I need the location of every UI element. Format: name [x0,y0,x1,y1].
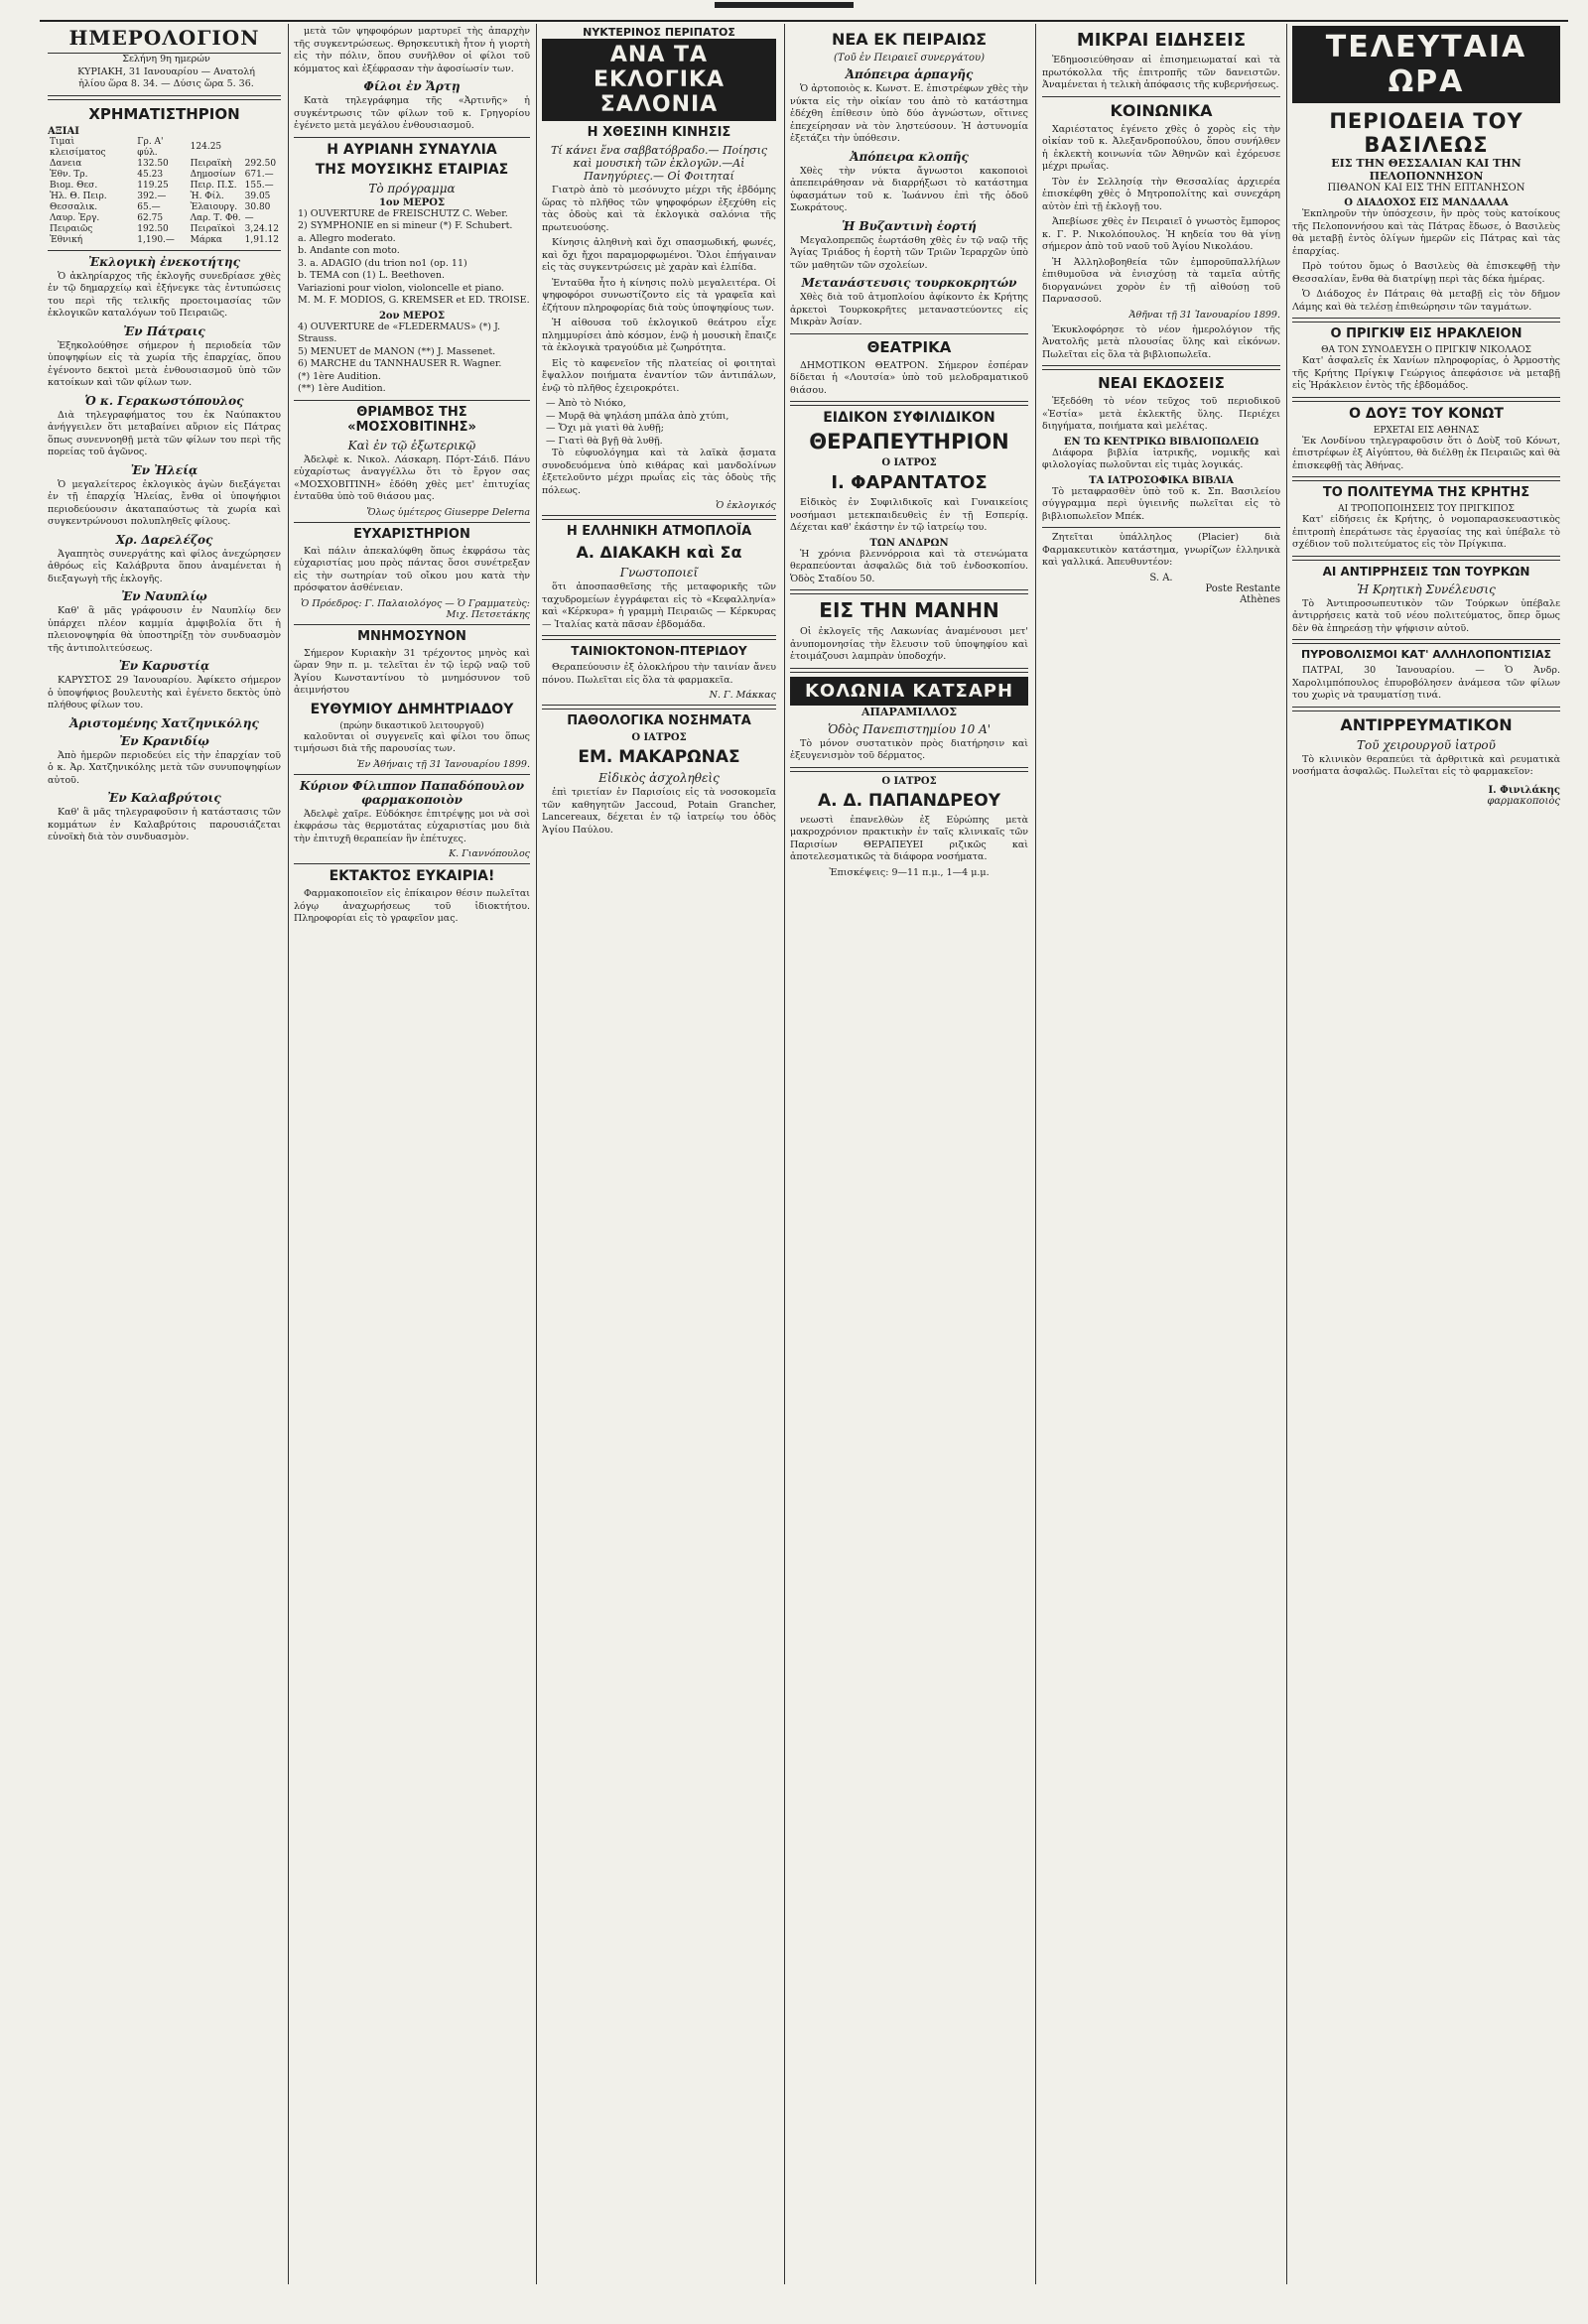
king-tour-subheading: ΕΙΣ ΤΗΝ ΘΕΣΣΑΛΙΑΝ ΚΑΙ ΤΗΝ ΠΕΛΟΠΟΝΝΗΣΟΝ [1331,157,1522,183]
column-2 [294,26,530,2284]
article-text: μετὰ τῶν ψηφοφόρων μαρτυρεῖ τὴς ἀπαρχὴν τῆς συγκεντρώσεως. Θρησκευτικὴ ἦτον ἡ γιορτὴ εἰς τὴν πόλιν, ὅπου συνῆλθον οἱ φίλοι τοῦ κόμματος καὶ ἐξέφρασαν τὴν ἀφοσίωσίν των. [294,26,530,74]
market-cell: 124.25 [190,142,222,152]
section-heading: Ο ΠΡΙΓΚΙΨ ΕΙΣ ΗΡΑΚΛΕΙΟΝ [1330,326,1522,341]
king-tour-heading: ΠΕΡΙΟΔΕΙΑ ΤΟΥ ΒΑΣΙΛΕΩΣ [1329,109,1523,157]
section-heading: Ἀπόπειρα ἁρπαγῆς [845,67,974,81]
program-item: M. M. F. MODIOS, G. KREMSER et ED. TROISE. [298,295,530,306]
ad-signature: Ι. Φινιλάκης [1488,784,1560,796]
calendar-line: ΚΥΡΙΑΚΗ, 31 Ιανουαρίου — Ανατολή [77,65,255,77]
market-cell: Πειραϊκοὶ [190,223,236,234]
header-rule [40,20,1568,22]
article-text: Ὁ Διάδοχος ἐν Πάτραις θὰ μεταβῇ εἰς τὸν δῆμον Λάμης καὶ θὰ τελέσῃ ἐπιθεώρησιν τῶν ταγμάτων. [1292,289,1560,313]
market-cell: Λαυρ. Ἐργ. [50,212,100,223]
column-6 [1292,26,1560,2284]
signature: Ὁ Πρόεδρος: Γ. Παλαιολόγος — Ὁ Γραμματεὺς: Μιχ. Πετσετάκης [301,597,530,620]
feature-subheading: Η ΧΘΕΣΙΝΗ ΚΙΝΗΣΙΣ [587,125,731,140]
feature-deck: Τί κάνει ἕνα σαββατόβραδο.— Ποίησις καὶ μουσικὴ τῶν ἐκλογῶν.—Αἱ Πανηγύριες.— Οἱ Φοιτηταί [550,144,768,183]
market-cell: 3,24.12 [244,223,279,234]
ad-text: Εἰδικὸς ἐν Συφιλιδικοῖς καὶ Γυναικείοις νοσήμασι μετεκπαιδευθεὶς ἐν τῇ Εσπερίᾳ. Δέχεται καθ' ἑκάστην ἐν τῷ ἰατρείῳ του. [790,497,1028,533]
market-row [48,181,281,192]
program-item: 6) MARCHE du TANNHAUSER R. Wagner. [298,358,502,369]
article-text: Καὶ πάλιν ἀπεκαλύφθη ὅπως ἐκφράσω τὰς εὐχαριστίας μου πρὸς πάντας ὅσοι συνέτρεξαν εἰς τὴν σωτηρίαν τοῦ οἴκου μου κατὰ τὴν πρόσφατον ἀσθένειαν. [294,545,530,593]
market-cell: 671.— [244,169,274,180]
section-heading: Ἐκλογικὴ ἐνεκοτήτης [88,254,240,269]
section-heading: Ο ΔΟΥΞ ΤΟΥ ΚΟΝΩΤ [1349,405,1504,422]
market-cell: Τιμαὶ κλεισίματος [50,136,106,158]
theatre-heading: ΘΕΑΤΡΙΚΑ [866,337,952,356]
clinic-heading: ΕΙΔΙΚΟΝ ΣΥΦΙΛΙΔΙΚΟΝ [823,410,995,426]
song-line: — Μυρᾷ θὰ ψηλάση μπάλα ἀπὸ χτύπι, [546,410,729,422]
section-heading: Ἀριστομένης Χατζηνικόλης [69,715,259,730]
market-cell: 30.80 [244,201,271,212]
ad-text: Ἡ χρόνια βλεννόρροια καὶ τὰ στενώματα θεραπεύονται ἀσφαλῶς διὰ τοῦ ἐνδοσκοπίου. Ὁδὸς Σταδίου 50. [790,548,1028,584]
market-row [48,235,281,246]
program-list [294,322,530,396]
article-text: Σήμερον Κυριακὴν 31 τρέχοντος μηνὸς καὶ ὥραν 9ην π. μ. τελεῖται ἐν τῷ ἱερῷ ναῷ τοῦ Ἁγίου Κωνσταντίνου τὸ μνημόσυνον τοῦ ἀειμνήστου [294,647,530,696]
section-title: ΜΙΚΡΑΙ ΕΙΔΗΣΕΙΣ [1076,30,1247,51]
wanted-text: Ζητεῖται ὑπάλληλος (Placier) διὰ Φαρμακευτικὸν κατάστημα, γνωρίζων ἑλληνικὰ καὶ γαλλικά. Ἀπευθυντέον: [1042,532,1280,568]
clinic-subheading: Ο ΙΑΤΡΟΣ [881,457,937,468]
calendar-title: ΗΜΕΡΟΛΟΓΙΟΝ [48,26,281,54]
section-heading: Ἐν Κρανιδίῳ [119,733,209,748]
market-cell: Πειραιῶς [50,223,93,234]
market-cell: Πειραϊκὴ [190,158,232,169]
article-text: Καθ' ἃ μᾶς τηλεγραφοῦσιν ἡ κατάστασις τῶν κομμάτων ἐν Καλαβρύτοις παρουσιάζεται εὐνοϊκὴ διὰ τὸν συνδυασμὸν. [48,807,281,842]
program-part: 2ον ΜΕΡΟΣ [378,310,446,322]
ad-text: Θεραπεύουσιν ἐξ ὁλοκλήρου τὴν ταινίαν ἄνευ πόνου. Πωλεῖται εἰς ὅλα τὰ φαρμακεῖα. [542,662,776,686]
article-text: Ἀπεβίωσε χθὲς ἐν Πειραιεῖ ὁ γνωστὸς ἔμπορος κ. Γ. Ρ. Νικολόπουλος. Ἡ κηδεία του θὰ γίνῃ σήμερον ἀπὸ τοῦ ναοῦ τοῦ Ἁγίου Νικολάου. [1042,216,1280,252]
offer-heading: ΕΚΤΑΚΤΟΣ ΕΥΚΑΙΡΙΑ! [329,868,495,884]
colony-subheading: ΑΠΑΡΑΜΙΛΛΟΣ [860,705,957,718]
date-line: Ἀθῆναι τῇ 31 Ἰανουαρίου 1899. [1128,309,1280,321]
article-text: Ἀδελφὲ κ. Νικολ. Λάσκαρη. Πόρτ-Σάιδ. Πάνυ εὐχαρίστως ἀναγγέλλω ὅτι τὸ ἔργον σας «ΜΟΣΧΟΒΙΤΙΝΗ» ἐδόθη χθὲς μετ' ἐπιτυχίας ἐνταῦθα ὑπὸ τοῦ θιάσου μας. [294,453,530,502]
article-text: Ἐξεδόθη τὸ νέον τεῦχος τοῦ περιοδικοῦ «Ἑστία» μετὰ ἐκλεκτῆς ὕλης. Περιέχει διηγήματα, ποιήματα καὶ μελέτας. [1042,396,1280,432]
article-text: Τὸ μεταφρασθὲν ὑπὸ τοῦ κ. Σπ. Βασιλείου σύγγραμμα περὶ ὑγιεινῆς πωλεῖται εἰς τὸ βιβλιοπωλεῖον Μπέκ. [1042,485,1280,522]
section-heading: Ο ΔΙΑΔΟΧΟΣ ΕΙΣ ΜΑΝΔΑΛΑΑ [1344,197,1509,208]
market-cell: 65.— [137,201,161,212]
article-text: Ὁ ἀκληρίαρχος τῆς ἐκλογῆς συνεδρίασε χθὲς ἐν τῷ δημαρχείῳ καὶ ἐξήνεγκε τὰς ἐντυπώσεις του περὶ τῆς τελικῆς προετοιμασίας τῶν ἐκλογικῶν καταλόγων τοῦ Πειραιῶς. [48,270,281,319]
section-heading: Ἡ Βυζαντινὴ ἑορτή [842,218,977,233]
signature: Ὁ ἐκλογικός [716,500,776,511]
colony-heading: ΚΟΛΩΝΙΑ ΚΑΤΣΑΡΗ [790,677,1028,706]
article-text: Ἡ αἰθουσα τοῦ ἐκλογικοῦ θεάτρου εἶχε πλημμυρίσει ἀπὸ κόσμον, ἐνῷ ἡ μουσικὴ ἔπαιζε τὰ ἐκλογικὰ τραγούδια μὲ ζωηρότητα. [542,318,776,353]
section-heading: Χρ. Δαρελέζος [115,532,213,547]
program-item: b. TEMA con (1) L. Beethoven. [298,270,446,281]
ad-doctor-name: Α. Δ. ΠΑΠΑΝΔΡΕΟΥ [817,790,1001,811]
program-item: Variazioni pour violon, violoncelle et piano. [298,282,504,294]
article-text: Διὰ τηλεγραφήματος του ἐκ Ναύπακτου ἀνήγγειλεν ὅτι μεταβαίνει αὔριον εἰς Πάτρας ὅπως συνεννοηθῇ μετὰ τῶν φίλων του περὶ τῆς πορείας τοῦ ἀγῶνος. [48,409,281,457]
column-3 [542,26,776,2284]
market-cell: 392.— [137,191,167,201]
market-cell: Ἐθνική [50,234,83,245]
article-text: ΠΑΤΡΑΙ, 30 Ἰανουαρίου. — Ὁ Ἀνδρ. Χαρολιμπόπουλος ἐπυροβόλησεν ἀνάμεσα τῶν φίλων του χωρὶς νὰ τραυματίσῃ τινά. [1292,665,1560,701]
market-row [48,202,281,213]
article-text: Τὸ Ἀντιπροσωπευτικὸν τῶν Τούρκων ὑπέβαλε ἀντιρρήσεις κατὰ τοῦ νέου πολιτεύματος, ὅπερ ὅμως δὲν θὰ ἐπηρεάσῃ τὴν ψήφισιν αὐτοῦ. [1292,597,1560,634]
program-item: (**) 1ère Audition. [298,383,386,394]
section-heading: ΠΥΡΟΒΟΛΙΣΜΟΙ ΚΑΤ' ΑΛΛΗΛΟΠΟΝΤΙΣΙΑΣ [1300,648,1551,661]
program-item: 2) SYMPHONIE en si mineur (*) F. Schubert. [298,220,513,231]
memorial-name: ΕΥΘΥΜΙΟΥ ΔΗΜΗΤΡΙΑΔΟΥ [310,701,514,717]
section-subheading: ΑΙ ΤΡΟΠΟΠΟΙΗΣΕΙΣ ΤΟΥ ΠΡΙΓΚΙΠΟΣ [1338,504,1515,514]
section-title: ΝΕΑ ΕΚ ΠΕΙΡΑΙΩΣ [831,30,988,49]
shop-heading: ΤΑ ΙΑΤΡΟΣΟΦΙΚΑ ΒΙΒΛΙΑ [1089,474,1234,486]
ad-hours: Ἐπισκέψεις: 9—11 π.μ., 1—4 μ.μ. [829,866,990,878]
program-item: (*) 1ère Audition. [298,370,381,382]
article-text: ΚΑΡΥΣΤΟΣ 29 Ἰανουαρίου. Ἀφίκετο σήμερον ὁ ὑποψήφιος βουλευτὴς καὶ ἐγένετο δεκτὸς ὑπὸ πλήθους φίλων του. [48,675,281,710]
program-item: 5) MENUET de MANON (**) J. Massenet. [298,345,496,357]
article-text: Πρὸ τούτου ὅμως ὁ Βασιλεὺς θὰ ἐπισκεφθῇ τὴν Θεσσαλίαν, ἔνθα θὰ διατρίψῃ περὶ τὰς δέκα ἡμέρας. [1292,261,1560,285]
column-separator [784,24,785,2284]
market-cell: 119.25 [137,180,169,191]
ad-subheading: Γνωστοποιεῖ [619,566,699,580]
market-cell: Γρ. Α' φύλ. [137,136,164,158]
section-heading: Φίλοι ἐν Ἄρτῃ [363,79,461,93]
section-subheading: ΘΑ ΤΟΝ ΣΥΝΟΔΕΥΣΗ Ο ΠΡΙΓΚΙΨ ΝΙΚΟΛΑΟΣ [1321,345,1531,355]
article-text: Ἀδελφὲ χαῖρε. Εὐδόκησε ἐπιτρέψῃς μοι νὰ σοὶ ἐκφράσω τὰς θερμοτάτας εὐχαριστίας μου διὰ τὴν ἐπιτυχῆ θεραπείαν ἣν ἐπέτυχες. [294,808,530,844]
article-text: Ἀγαπητὸς συνεργάτης καὶ φίλος ἀνεχώρησεν ἀθρόως εἰς Καλάβρυτα ὅπου ἀναμένεται ἡ διεξαγωγὴ τῆς ἐκλογῆς. [48,548,281,584]
article-text: Κατ' εἰδήσεις ἐκ Κρήτης, ὁ νομοπαρασκευαστικὸς ἐπιτροπὴ ἐπεράτωσε τὰς ἐργασίας της καὶ ὑπέβαλε τὸ σχέδιον τοῦ πολιτεύματος εἰς τὸν Πρίγκιπα. [1292,514,1560,550]
article-text: Κατ' ἀσφαλεῖς ἐκ Χανίων πληροφορίας, ὁ Ἁρμοστὴς τῆς Κρήτης Πρίγκιψ Γεώργιος ἀπεφάσισε νὰ μεταβῇ εἰς Ἡράκλειον ἐντὸς τῆς ἑβδομάδος. [1292,355,1560,391]
article-text: Γιατρὸ ἀπὸ τὸ μεσόνυχτο μέχρι τῆς ἑβδόμης ὥρας τὸ πλῆθος τῶν ψηφοφόρων ἐξεχύθη εἰς τὰς ὁδοὺς καὶ τὰ ἐκλογικὰ σαλόνια τῆς πρωτευούσης. [542,185,776,233]
feature-heading: ΑΝΑ ΤΑ ΕΚΛΟΓΙΚΑ ΣΑΛΟΝΙΑ [542,39,776,121]
market-row [48,192,281,202]
ad-subheading: Ο ΙΑΤΡΟΣ [881,775,937,787]
market-cell: 192.50 [137,223,169,234]
section-heading: Μετανάστευσις τουρκοκρητών [801,276,1017,290]
article-text: Χθὲς τὴν νύκτα ἄγνωστοι κακοποιοὶ ἀπεπειράθησαν νὰ διαρρήξωσι τὸ κατάστημα ὑφασμάτων τοῦ κ. Ἰωάννου ἐπὶ τῆς ὁδοῦ Σωκράτους. [790,165,1028,213]
column-separator [1035,24,1036,2284]
section-heading: ΑΙ ΑΝΤΙΡΡΗΣΕΙΣ ΤΩΝ ΤΟΥΡΚΩΝ [1322,564,1530,579]
ad-subheading: Τοῦ χειρουργοῦ ἰατροῦ [1357,737,1496,752]
ad-signature-role: φαρμακοποιὸς [1487,795,1560,807]
market-cell: 39.05 [244,191,271,201]
memorial-heading: ΜΝΗΜΟΣΥΝΟΝ [357,628,466,644]
section-heading: ΤΟ ΠΟΛΙΤΕΥΜΑ ΤΗΣ ΚΡΗΤΗΣ [1322,485,1530,500]
signature: Ν. Γ. Μάκκας [709,690,776,701]
signature: Κ. Γιαννόπουλος [449,848,530,859]
feature-kicker: ΝΥΚΤΕΡΙΝΟΣ ΠΕΡΙΠΑΤΟΣ [583,26,735,39]
article-text: Χθὲς διὰ τοῦ ἀτμοπλοίου ἀφίκοντο ἐκ Κρήτης ἀρκετοὶ Τουρκοκρῆτες μεταναστεύοντες εἰς Μικρὰν Ἀσίαν. [790,292,1028,327]
market-cell: 62.75 [137,212,164,223]
ad-heading: ΤΑΙΝΙΟΚΤΟΝΟΝ-ΠΤΕΡΙΔΟΥ [571,644,747,658]
column-5 [1042,26,1280,2284]
market-cell: 1,91.12 [244,234,279,245]
market-cell: 45.23 [137,169,164,180]
market-cell: — [244,212,254,223]
program-list [294,208,530,308]
ad-heading: Η ΕΛΛΗΝΙΚΗ ΑΤΜΟΠΛΟΪΑ [566,524,752,539]
section-heading: Ἐν Ναυπλίῳ [121,589,207,603]
column-separator [1286,24,1287,2284]
program-item: 4) OUVERTURE de «FLEDERMAUS» (*) J. Strauss. [298,321,501,344]
market-row [48,224,281,235]
market-cell: 155.— [244,180,274,191]
article-text: Κίνησις ἀληθινὴ καὶ ὄχι σπασμωδική, φωνές, καὶ ὄχι ἤχοι παραμορφωμένοι. Ὅλοι ἐπήγαιναν εἰς τὰς συγκεντρώσεις μὲ χαρὰν καὶ ἐλπίδα. [542,237,776,273]
clinic-doctor-name: Ι. ΦΑΡΑΝΤΑΤΟΣ [831,472,988,493]
market-heading: ΧΡΗΜΑΤΙΣΤΗΡΙΟΝ [88,104,240,123]
play-heading: ΘΡΙΑΜΒΟΣ ΤΗΣ «ΜΟΣΧΟΒΙΤΙΝΗΣ» [347,404,476,435]
mani-heading: ΕΙΣ ΤΗΝ ΜΑΝΗΝ [819,598,999,622]
clinic-subheading: ΤΩΝ ΑΝΔΡΩΝ [869,537,949,549]
market-cell: 1,190.— [137,234,175,245]
program-part: 1ον ΜΕΡΟΣ [378,196,446,208]
memorial-role: (πρώην δικαστικοῦ λειτουργοῦ) [339,720,484,731]
section-heading: Ἀπόπειρα κλοπῆς [850,149,969,164]
market-cell: 132.50 [137,158,169,169]
article-text: καλοῦνται οἱ συγγενεῖς καὶ φίλοι του ὅπως τιμήσωσι διὰ τῆς παρουσίας των. [294,730,530,754]
market-cell: Βιομ. Θεσ. [50,180,98,191]
wanted-address: Athènes [1240,593,1280,605]
song-verses [542,398,776,448]
ad-text: νεωστὶ ἐπανελθὼν ἐξ Εὐρώπης μετὰ μακροχρόνιον πρακτικὴν ἐν ταῖς κλινικαῖς τῶν Παρισίων ΘΕΡΑΠΕΥΕΙ ριζικῶς καὶ ἀποτελεσματικῶς τὰ διάφορα νοσήματα. [790,814,1028,862]
column-1 [48,26,281,2284]
concert-subheading: Τὸ πρόγραμμα [368,181,456,195]
market-cell: Ἡλ. Θ. Πειρ. [50,191,107,201]
thanks-heading: ΕΥΧΑΡΙΣΤΗΡΙΟΝ [353,526,470,542]
market-subheading: ΑΞΙΑΙ [48,125,79,137]
article-text: Ἀπὸ ἡμερῶν περιοδεύει εἰς τὴν ἐπαρχίαν τοῦ ὁ κ. Ἀρ. Χατζηνικόλης μετὰ τῶν συνυποψηφίων αὐτοῦ. [48,749,281,786]
market-cell: Δημοσίων [190,169,236,180]
market-cell: Ἐθν. Τρ. [50,169,88,180]
article-text: Χαριέστατος ἐγένετο χθὲς ὁ χορὸς εἰς τὴν οἰκίαν τοῦ κ. Ἀλεξανδροπούλου, ὅπου συνήλθεν ἡ ἐκλεκτὴ κοινωνία τῶν Ἀθηνῶν καὶ ἐχόρευσε μέχρι πρωΐας. [1042,123,1280,172]
clinic-heading: ΘΕΡΑΠΕΥΤΗΡΙΟΝ [809,430,1009,453]
program-item: 1) OUVERTURE de FREISCHUTZ C. Weber. [298,207,508,219]
article-text: Ἐδημοσιεύθησαν αἱ ἐπισημειωματαί καὶ τὰ πρωτόκολλα τῆς ἐπιτροπῆς τῶν δανειστῶν. Ἀναμένεται ἡ τελικὴ ἀπόφασις τῆς κυβερνήσεως. [1042,55,1280,90]
article-text: Ἐνταῦθα ἦτο ἡ κίνησις πολὺ μεγαλειτέρα. Οἱ ψηφοφόροι συνωστίζοντο εἰς τὰ γραφεῖα καὶ ἐζήτουν πληροφορίας διὰ τοὺς ὑποψηφίους των. [542,277,776,314]
calendar-line: Σελήνη 9η ημερών [122,54,210,65]
article-text: Ὁ ἀρτοποιὸς κ. Κωνστ. Ε. ἐπιστρέφων χθὲς τὴν νύκτα εἰς τὴν οἰκίαν του ἀπὸ τὸ κατάστημα ἐδέχθη ἐπίθεσιν ὑπὸ δύο ἀγνώστων, οἵτινες ἐπεχείρησαν νὰ τὸν ληστεύσουν. Ἡ ἀστυνομία ἐξετάζει τὴν ὑπόθεσιν. [790,83,1028,144]
section-subtitle: (Τοῦ ἐν Πειραιεῖ συνεργάτου) [834,53,985,64]
market-row [48,170,281,181]
concert-heading: Η ΑΥΡΙΑΝΗ ΣΥΝΑΥΛΙΑ [327,141,497,158]
market-cell: Ἡ. Φίλ. [190,191,224,201]
market-cell: Λαρ. Τ. Φθ. [190,212,241,223]
market-cell: Πειρ. Π.Σ. [190,180,237,191]
song-line: — Ἀπὸ τὸ Νιόκο, [546,398,626,409]
wanted-address: Poste Restante [1205,582,1280,594]
song-line: — Ὄχι μὰ γιατὶ θὰ λυθῇ; [546,423,664,434]
market-table [48,137,281,246]
column-separator [536,24,537,2284]
ad-text: Τὸ μόνον συστατικὸν πρὸς διατήρησιν καὶ ἐξευγενισμὸν τοῦ δέρματος. [790,737,1028,761]
column-separator [288,24,289,2284]
breaking-heading: ΤΕΛΕΥΤΑΙΑ ΩΡΑ [1292,26,1560,103]
article-text: Καθ' ἃ μᾶς γράφουσιν ἐν Ναυπλίῳ δεν ὑπάρχει πλέον καμμία ἀμφιβολία ὅτι ἡ πλειονοψηφία θὰ ὑποστηρίξῃ τὸν συνδυασμὸν τῆς ἀντιπολιτεύσεως. [48,605,281,654]
market-cell: Δανεια [50,158,82,169]
section-title: ΚΟΙΝΩΝΙΚΑ [1110,100,1213,120]
market-cell: Μάρκα [190,234,222,245]
ad-text: Τὸ κλινικὸν θεραπεύει τὰ ἀρθριτικὰ καὶ ρευματικὰ νοσήματα ἀσφαλῶς. Πωλεῖται εἰς τὸ φαρμακεῖον: [1292,753,1560,777]
ad-heading: ΠΑΘΟΛΟΓΙΚΑ ΝΟΣΗΜΑΤΑ [567,713,751,728]
section-subheading: Ἡ Κρητικὴ Συνέλευσις [1357,581,1496,596]
article-text: Ὁ μεγαλείτερος ἐκλογικὸς ἀγὼν διεξάγεται ἐν τῇ ἐπαρχίᾳ Ἠλείας, ἔνθα οἱ ὑποψήφιοι περιοδεύουσιν ἀκαταπαύστως τὰ χωρία καὶ συγκεντρώνουσι πολυπληθεῖς φίλους. [48,478,281,527]
calendar-info [48,54,281,91]
article-text: Τὸν ἐν Σελλησίᾳ τὴν Θεσσαλίας ἀρχιερέα ἐπισκέφθη χθὲς ὁ Μητροπολίτης καὶ συνεχάρη αὐτὸν ἐπὶ τῇ ἐκλογῇ του. [1042,176,1280,212]
article-text: Τὸ εὐφυολόγημα καὶ τὰ λαϊκὰ ᾄσματα συνοδευόμενα ὑπὸ κιθάρας καὶ μανδολίνων ἐξετελοῦντο μέχρι πρωΐας εἰς τὰς ὁδοὺς τῆς πόλεως. [542,448,776,496]
market-cell: 292.50 [244,158,277,169]
article-text: Μεγαλοπρεπῶς ἐωρτάσθη χθὲς ἐν τῷ ναῷ τῆς Ἁγίας Τριάδος ἡ ἑορτὴ τῶν Τριῶν Ἱεραρχῶν ὑπὸ τῶν μαθητῶν τῶν σχολείων. [790,234,1028,271]
program-item: b. Andante con moto. [298,245,400,256]
section-heading: Ἐν Καλαβρύτοις [107,791,221,805]
program-item: a. Allegro moderato. [298,232,396,244]
article-text: Ἐκυκλοφόρησε τὸ νέον ἡμερολόγιον τῆς Ἀνατολῆς μετὰ πλουσίας ὕλης καὶ εἰκόνων. Πωλεῖται εἰς ὅλα τὰ βιβλιοπωλεῖα. [1042,323,1280,360]
section-subheading: ΕΡΧΕΤΑΙ ΕΙΣ ΑΘΗΝΑΣ [1373,425,1480,436]
date-line: Ἐν Ἀθήναις τῇ 31 Ἰανουαρίου 1899. [356,758,530,770]
article-text: Ἐξηκολούθησε σήμερον ἡ περιοδεία τῶν ὑποψηφίων εἰς τὰ χωρία τῆς ἐπαρχίας, ὅπου ἐγένοντο δεκτοὶ μετὰ ἐνθουσιασμοῦ ὑπὸ τῶν κατοίκων καὶ τῶν φίλων των. [48,339,281,388]
column-4 [790,26,1028,2284]
market-row [48,159,281,170]
king-tour-subheading: ΠΙΘΑΝΟΝ ΚΑΙ ΕΙΣ ΤΗΝ ΕΠΤΑΝΗΣΟΝ [1327,183,1525,194]
program-item: 3. a. ADAGIO (du trion no1 (op. 11) [298,257,467,269]
wanted-address: S. A. [1149,572,1173,583]
ad-company: Α. ΔΙΑΚΑΚΗ καὶ Σα [576,543,742,562]
song-line: — Γιατὶ θὰ βγῇ θὰ λυθῇ. [546,435,663,447]
article-text: Φαρμακοποιεῖον εἰς ἐπίκαιρον θέσιν πωλεῖται λόγῳ ἀναχωρήσεως τοῦ ἰδιοκτήτου. Πληροφορίαι εἰς τὸ γραφεῖον μας. [294,888,530,924]
article-text: Εἰς τὸ καφενεῖον τῆς πλατείας οἱ φοιτηταὶ ἔψαλλον ποιήματα ἐναντίον τῶν ἀντιπάλων, ἐνῷ τὸ πλῆθος ἐχειροκρότει. [542,357,776,394]
section-heading: Ἐν Ἠλείᾳ [130,462,198,477]
article-text: Οἱ ἐκλογεῖς τῆς Λακωνίας ἀναμένουσι μετ' ἀνυπομονησίας τὴν ἔλευσιν τοῦ ὑποψηφίου καὶ ἑτοιμάζουσι λαμπρὰν ὑποδοχήν. [790,626,1028,662]
market-cell: Ἐλαιουργ. [190,201,238,212]
ad-text: ὅτι ἀποσπασθεῖσης τῆς μεταφορικῆς τῶν ταχυδρομείων ἐγγράφεται εἰς τὸ «Κεφαλληνία» καὶ «Κέρκυρα» ἡ γραμμὴ Πειραιῶς — Κέρκυρας — Ἰταλίας κατὰ πᾶσαν ἑβδομάδα. [542,581,776,630]
article-text: Διάφορα βιβλία ἰατρικῆς, νομικῆς καὶ φιλολογίας πωλοῦνται εἰς τιμὰς λογικάς. [1042,447,1280,470]
ad-subheading: Ο ΙΑΤΡΟΣ [631,732,687,743]
signature: Ὅλως ὑμέτερος Giuseppe Delerna [366,506,530,518]
market-row [48,137,281,159]
ad-doctor-name: ΕΜ. ΜΑΚΑΡΩΝΑΣ [578,747,740,767]
concert-heading: ΤΗΣ ΜΟΥΣΙΚΗΣ ΕΤΑΙΡΙΑΣ [315,161,509,178]
top-rule [715,2,854,8]
ad-specialty: Εἰδικὸς ἀσχοληθεὶς [598,771,720,785]
article-text: Κατὰ τηλεγράφημα τῆς «Ἀρτινῆς» ἡ συγκέντρωσις τῶν φίλων τοῦ κ. Γρηγορίου ἐγένετο μετὰ μεγάλου ἐνθουσιασμοῦ. [294,95,530,131]
ad-heading: ΑΝΤΙΡΡΕΥΜΑΤΙΚΟΝ [1340,714,1513,734]
article-text: ΔΗΜΟΤΙΚΟΝ ΘΕΑΤΡΟΝ. Σήμερον ἐσπέραν δίδεται ἡ «Λουτσία» ὑπὸ τοῦ μελοδραματικοῦ θιάσου. [790,359,1028,396]
calendar-line: ἡλίου ὥρα 8. 34. — Δύσις ὥρα 5. 36. [78,78,254,89]
article-text: Ἐκπληροῦν τὴν ὑπόσχεσιν, ἣν πρὸς τοὺς κατοίκους τῆς Πελοποννήσου καὶ τὰς Πάτρας ἔδωσε, ὁ Βασιλεὺς θὰ μεταβῇ ἐντὸς ὀλίγων ἡμερῶν εἰς Πάτρας καὶ τὰς ἐπαρχίας. [1292,208,1560,257]
market-cell: Θεσσαλικ. [50,201,98,212]
section-title: ΝΕΑΙ ΕΚΔΟΣΕΙΣ [1098,374,1225,392]
colony-address: Ὁδὸς Πανεπιστημίου 10 Α' [827,721,992,736]
section-heading: Κύριον Φίλιππον Παπαδόπουλον φαρμακοποιὸν [299,778,525,807]
shop-heading: ΕΝ ΤΩ ΚΕΝΤΡΙΚΩ ΒΙΒΛΙΟΠΩΛΕΙΩ [1063,436,1259,448]
ad-text: ἐπὶ τριετίαν ἐν Παρισίοις εἰς τὰ νοσοκομεῖα τῶν καθηγητῶν Jaccoud, Potain Grancher, Lancereaux, δέχεται ἐν τῷ ἰατρείῳ του ὁδὸς Ἁγίου Παύλου. [542,787,776,836]
section-heading: Ὁ κ. Γερακωστόπουλος [84,393,244,408]
section-heading: Ἐν Καρυστίᾳ [118,659,210,673]
market-row [48,213,281,224]
section-heading: Ἐν Πάτραις [123,323,205,338]
article-text: Ἐκ Λονδίνου τηλεγραφοῦσιν ὅτι ὁ Δοὺξ τοῦ Κόνωτ, ἐπιστρέφων ἐξ Αἰγύπτου, θὰ διέλθῃ ἐκ Πειραιῶς καὶ θὰ ἐπισκεφθῇ τὰς Ἀθήνας. [1292,435,1560,471]
article-text: Ἡ Ἀλληλοβοηθεία τῶν ἐμποροϋπαλλήλων ἐπιθυμοῦσα νὰ ἐνισχύσῃ τὰ ταμεῖα αὐτῆς διοργανώνει χορὸν ἐν τῇ αἰθούσῃ τοῦ Παρνασσοῦ. [1042,256,1280,305]
play-subheading: Καὶ ἐν τῷ ἐξωτερικῷ [347,438,476,452]
